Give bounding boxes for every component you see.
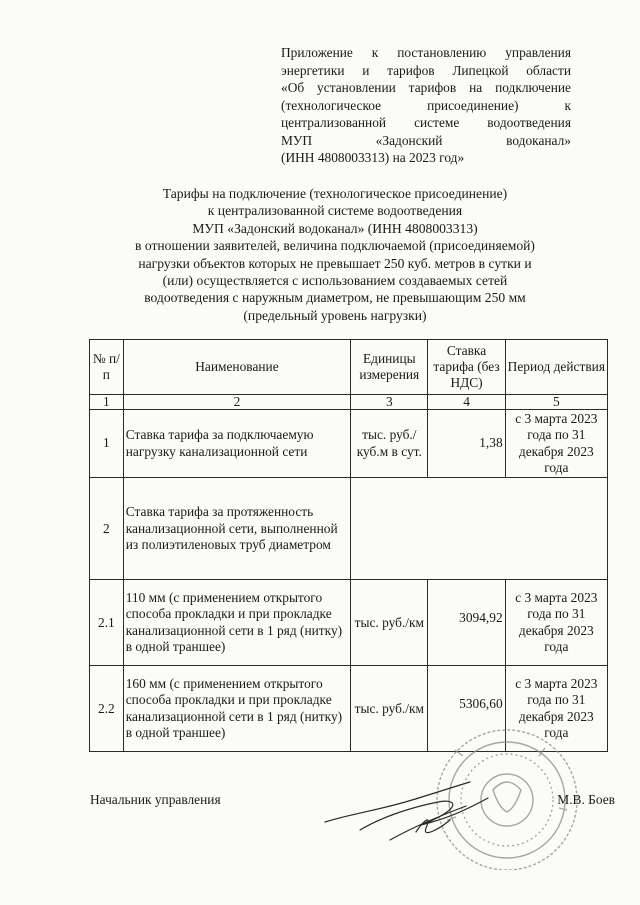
appendix-line: энергетики и тарифов Липецкой области (281, 62, 571, 78)
signer-position: Начальник управления (90, 792, 221, 807)
appendix-line: централизованной системе водоотведения (281, 115, 571, 130)
title-line: водоотведения с наружным диаметром, не превышающим 250 мм (144, 290, 526, 306)
title-line: к централизованной системе водоотведения (207, 203, 463, 219)
title-line: (или) осуществляется с использованием создаваемых сетей (162, 273, 508, 289)
appendix-line: МУП «Задонский водоканал» (281, 132, 571, 148)
row-unit: тыс. руб./км (351, 666, 428, 752)
row-name: Ставка тарифа за подключаемую нагрузку канализационной сети (123, 410, 350, 478)
row-rate: 1,38 (428, 410, 505, 478)
header-period: Период действия (505, 340, 607, 395)
title-line: нагрузки объектов которых не превышает 250 куб. метров в сутки и (138, 255, 532, 271)
title-line: Тарифы на подключение (технологическое присоединение) (162, 186, 508, 201)
row-period: с 3 марта 2023 года по 31 декабря 2023 года (505, 580, 607, 666)
table-header-row (90, 340, 608, 395)
table-row (90, 580, 608, 666)
row-rate: 3094,92 (428, 580, 505, 666)
row-name: Ставка тарифа за протяженность канализационной сети, выполненной из полиэтиленовых труб диаметром (123, 478, 350, 580)
document-title (90, 185, 580, 324)
row-unit: тыс. руб./ куб.м в сут. (351, 410, 428, 478)
row-num: 1 (90, 410, 124, 478)
tariff-table (89, 339, 608, 752)
table-row (90, 478, 608, 580)
row-name: 110 мм (с применением открытого способа прокладки и при прокладке канализационной сети в 1 ряд (нитку) в одной траншее) (123, 580, 350, 666)
row-period: с 3 марта 2023 года по 31 декабря 2023 года (505, 666, 607, 752)
row-name: 160 мм (с применением открытого способа прокладки и при прокладке канализационной сети в 1 ряд (нитку) в одной траншее) (123, 666, 350, 752)
title-line: МУП «Задонский водоканал» (ИНН 4808003313) (192, 220, 478, 236)
appendix-line: «Об установлении тарифов на подключение (281, 80, 571, 95)
table-row (90, 410, 608, 478)
header-unit: Единицы измерения (351, 340, 428, 395)
row-empty-cell (351, 478, 608, 580)
column-index: 4 (428, 395, 505, 410)
appendix-line: Приложение к постановлению управления (281, 45, 571, 60)
header-num: № п/п (90, 340, 124, 395)
appendix-line: (ИНН 4808003313) на 2023 год» (281, 150, 465, 165)
row-num: 2.1 (90, 580, 124, 666)
column-index-row (90, 395, 608, 410)
appendix-header (281, 44, 571, 167)
column-index: 1 (90, 395, 124, 410)
column-index: 2 (123, 395, 350, 410)
column-index: 5 (505, 395, 607, 410)
row-num: 2.2 (90, 666, 124, 752)
title-line: в отношении заявителей, величина подключаемой (присоединяемой) (135, 238, 535, 254)
row-num: 2 (90, 478, 124, 580)
header-rate: Ставка тарифа (без НДС) (428, 340, 505, 395)
row-period: с 3 марта 2023 года по 31 декабря 2023 года (505, 410, 607, 478)
appendix-line: (технологическое присоединение) к (281, 97, 571, 113)
signer-name: М.В. Боев (557, 792, 615, 807)
column-index: 3 (351, 395, 428, 410)
signature-block (90, 792, 615, 832)
title-line: (предельный уровень нагрузки) (243, 307, 427, 323)
row-unit: тыс. руб./км (351, 580, 428, 666)
row-rate: 5306,60 (428, 666, 505, 752)
header-name: Наименование (123, 340, 350, 395)
